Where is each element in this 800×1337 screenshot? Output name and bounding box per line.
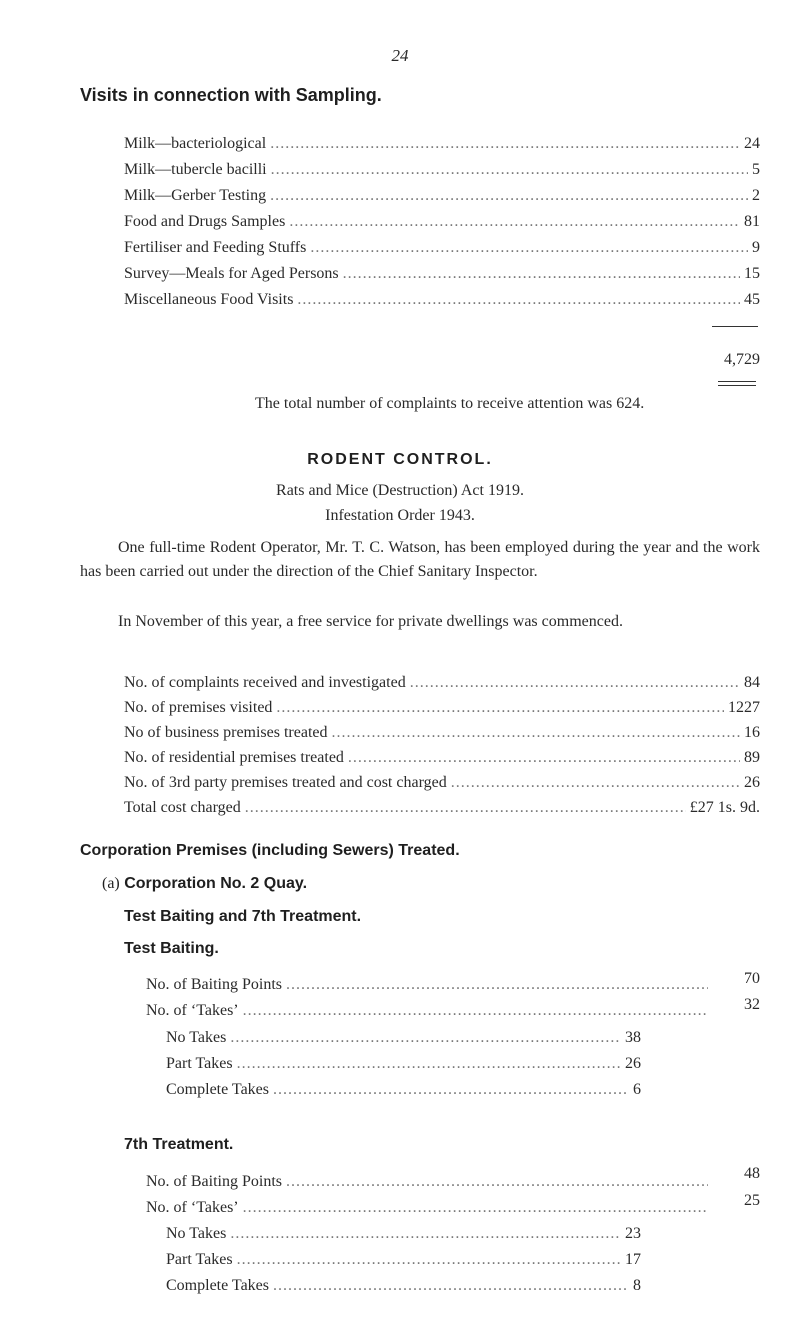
takes-breakdown-row <box>166 1080 641 1100</box>
leader-dots <box>271 160 748 180</box>
rodent-control-heading: RODENT CONTROL. <box>307 451 493 468</box>
complaints-total-text: The total number of complaints to receive attention was 624. <box>255 395 645 412</box>
takes-breakdown-value: 23 <box>625 1225 641 1242</box>
service-paragraph: In November of this year, a free service for private dwellings was commenced. <box>118 613 623 630</box>
leader-dots <box>410 673 740 693</box>
visits-row-value: 45 <box>744 291 760 308</box>
rodent-stat-row <box>124 698 760 718</box>
rodent-stat-label: No. of residential premises treated <box>124 749 344 766</box>
baiting-points-row <box>146 975 712 995</box>
baiting-points-value: 48 <box>744 1165 760 1182</box>
rodent-stat-value: £27 1s. 9d. <box>689 799 760 816</box>
takes-value: 25 <box>744 1192 760 1209</box>
leader-dots <box>273 1276 629 1296</box>
treatment-heading: Test Baiting and 7th Treatment. <box>124 908 362 925</box>
visits-row <box>124 186 760 206</box>
leader-dots <box>297 290 740 310</box>
test-baiting-heading: Test Baiting. <box>124 940 219 957</box>
baiting-points-row <box>146 1172 712 1192</box>
takes-breakdown-value: 6 <box>633 1081 641 1098</box>
leader-dots <box>270 134 740 154</box>
takes-breakdown-label: No Takes <box>166 1225 227 1242</box>
takes-breakdown-value: 38 <box>625 1029 641 1046</box>
visits-row <box>124 134 760 154</box>
takes-breakdown-label: Part Takes <box>166 1055 233 1072</box>
takes-breakdown-label: No Takes <box>166 1029 227 1046</box>
visits-row <box>124 238 760 258</box>
visits-row-value: 9 <box>752 239 760 256</box>
visits-row-label: Milk—tubercle bacilli <box>124 161 267 178</box>
rodent-stat-value: 26 <box>744 774 760 791</box>
baiting-points-label: No. of Baiting Points <box>146 976 283 993</box>
leader-dots <box>230 1224 621 1244</box>
rodent-stat-row <box>124 748 760 768</box>
takes-breakdown-value: 17 <box>625 1251 641 1268</box>
total-rule <box>712 326 758 327</box>
leader-dots <box>270 186 748 206</box>
leader-dots <box>332 723 740 743</box>
takes-label: No. of ‘Takes’ <box>146 1199 239 1216</box>
takes-breakdown-row <box>166 1054 641 1074</box>
takes-breakdown-row <box>166 1276 641 1296</box>
visits-total: 4,729 <box>724 351 760 368</box>
rodent-stat-label: No. of premises visited <box>124 699 273 716</box>
visits-row-value: 2 <box>752 187 760 204</box>
visits-row-value: 5 <box>752 161 760 178</box>
rodent-stat-row <box>124 673 760 693</box>
rodent-stat-label: No. of complaints received and investigated <box>124 674 406 691</box>
subsection-marker: (a) <box>102 875 120 892</box>
visits-row-value: 15 <box>744 265 760 282</box>
leader-dots <box>276 698 724 718</box>
takes-breakdown-row <box>166 1250 641 1270</box>
baiting-points-value: 70 <box>744 970 760 987</box>
rodent-stat-value: 89 <box>744 749 760 766</box>
takes-breakdown-value: 8 <box>633 1277 641 1294</box>
rodent-stat-value: 84 <box>744 674 760 691</box>
takes-breakdown-value: 26 <box>625 1055 641 1072</box>
takes-breakdown-label: Part Takes <box>166 1251 233 1268</box>
takes-breakdown-row <box>166 1224 641 1244</box>
leader-dots <box>343 264 740 284</box>
visits-row-label: Milk—Gerber Testing <box>124 187 267 204</box>
visits-row <box>124 264 760 284</box>
visits-row <box>124 160 760 180</box>
leader-dots <box>286 1172 708 1192</box>
visits-row-label: Miscellaneous Food Visits <box>124 291 294 308</box>
takes-label: No. of ‘Takes’ <box>146 1002 239 1019</box>
leader-dots <box>348 748 740 768</box>
rodent-stat-row <box>124 798 760 818</box>
total-double-rule <box>718 381 756 386</box>
leader-dots <box>286 975 708 995</box>
leader-dots <box>310 238 748 258</box>
corporation-heading: Corporation Premises (including Sewers) Treated. <box>80 842 460 859</box>
visits-row <box>124 290 760 310</box>
takes-breakdown-label: Complete Takes <box>166 1081 270 1098</box>
visits-row-label: Food and Drugs Samples <box>124 213 286 230</box>
act-line: Rats and Mice (Destruction) Act 1919. <box>276 482 524 499</box>
takes-row <box>146 1198 712 1218</box>
page-number: 24 <box>391 46 409 65</box>
leader-dots <box>289 212 740 232</box>
takes-breakdown-row <box>166 1028 641 1048</box>
takes-value: 32 <box>744 996 760 1013</box>
operator-paragraph: One full-time Rodent Operator, Mr. T. C. Watson, has been employed during the year and the work has been carried out under the direction of the Chief Sanitary Inspector. <box>80 539 760 580</box>
rodent-stat-label: No. of 3rd party premises treated and cost charged <box>124 774 447 791</box>
leader-dots <box>237 1250 621 1270</box>
quay-subheading <box>102 875 307 893</box>
leader-dots <box>273 1080 629 1100</box>
leader-dots <box>451 773 740 793</box>
visits-row <box>124 212 760 232</box>
takes-row <box>146 1001 712 1021</box>
visits-row-value: 81 <box>744 213 760 230</box>
rodent-stat-row <box>124 773 760 793</box>
seventh-treatment-heading: 7th Treatment. <box>124 1136 234 1153</box>
visits-row-label: Milk—bacteriological <box>124 135 267 152</box>
rodent-stat-label: No of business premises treated <box>124 724 328 741</box>
leader-dots <box>230 1028 621 1048</box>
baiting-points-label: No. of Baiting Points <box>146 1173 283 1190</box>
visits-heading: Visits in connection with Sampling. <box>80 85 382 105</box>
takes-breakdown-label: Complete Takes <box>166 1277 270 1294</box>
order-line: Infestation Order 1943. <box>325 507 475 524</box>
visits-row-label: Fertiliser and Feeding Stuffs <box>124 239 307 256</box>
quay-subheading-text: Corporation No. 2 Quay. <box>124 875 308 892</box>
rodent-stat-value: 16 <box>744 724 760 741</box>
visits-row-label: Survey—Meals for Aged Persons <box>124 265 339 282</box>
rodent-stat-value: 1227 <box>728 699 760 716</box>
rodent-stat-label: Total cost charged <box>124 799 241 816</box>
leader-dots <box>243 1001 708 1021</box>
leader-dots <box>243 1198 708 1218</box>
rodent-stat-row <box>124 723 760 743</box>
leader-dots <box>237 1054 621 1074</box>
leader-dots <box>245 798 686 818</box>
visits-row-value: 24 <box>744 135 760 152</box>
